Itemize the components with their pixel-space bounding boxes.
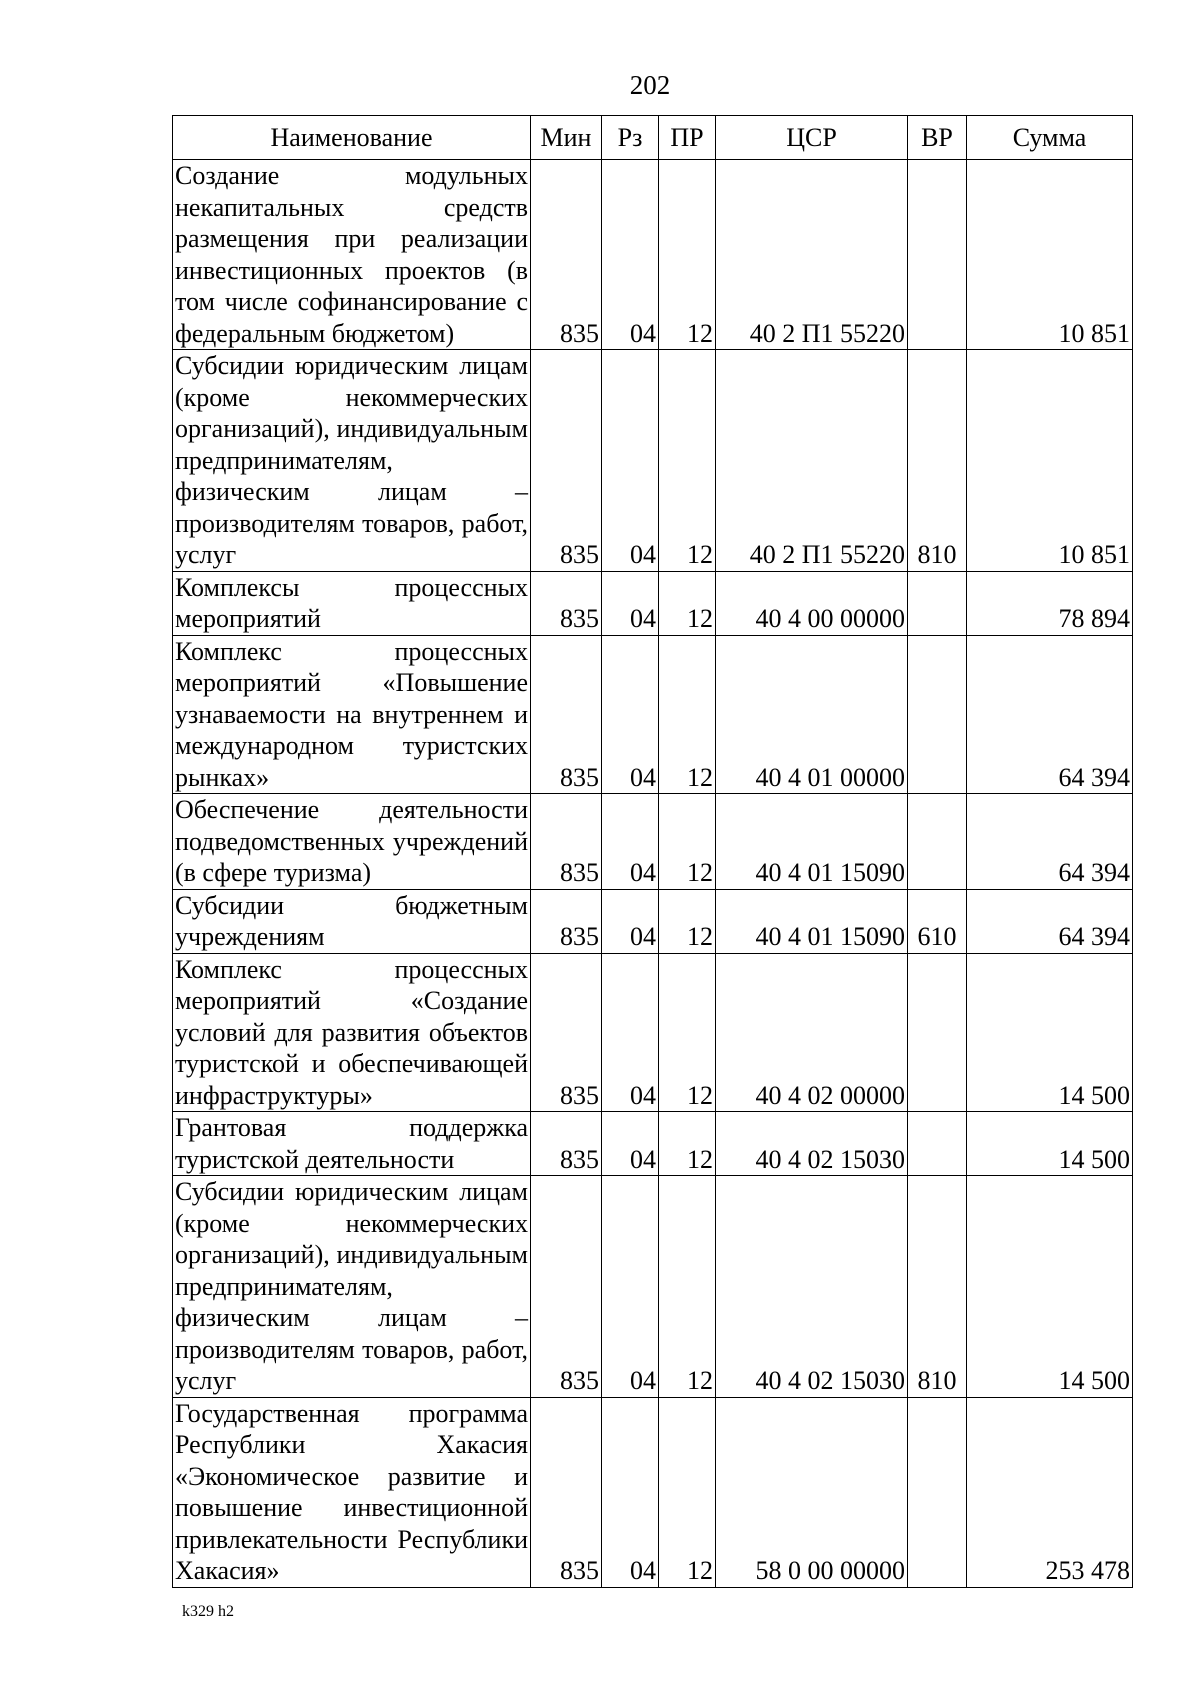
row-csr: 40 4 02 00000 [716,953,908,1112]
row-csr: 40 4 02 15030 [716,1112,908,1176]
row-pr: 12 [659,794,716,890]
row-min: 835 [531,953,602,1112]
row-sum: 253 478 [967,1397,1133,1587]
row-sum: 14 500 [967,1176,1133,1398]
table-row [173,889,1133,953]
row-name: Создание модульных некапитальных средств размещения при реализации инвестиционных проектов (в том числе софинансирование с федеральным бюджетом) [173,160,531,350]
row-pr: 12 [659,889,716,953]
row-sum: 14 500 [967,953,1133,1112]
row-name: Обеспечение деятельности подведомственных учреждений (в сфере туризма) [173,794,531,890]
row-csr: 40 4 00 00000 [716,571,908,635]
row-vr [908,953,967,1112]
row-pr: 12 [659,1397,716,1587]
budget-table [172,115,1133,1588]
header-name: Наименование [173,116,531,160]
row-rz: 04 [602,635,659,794]
row-name: Комплекс процессных мероприятий «Создание условий для развития объектов туристской и обеспечивающей инфраструктуры» [173,953,531,1112]
row-min: 835 [531,571,602,635]
row-name: Субсидии юридическим лицам (кроме некоммерческих организаций), индивидуальным предпринимателям, физическим лицам – производителям товаров, работ, услуг [173,350,531,572]
row-name: Грантовая поддержка туристской деятельности [173,1112,531,1176]
row-csr: 40 2 П1 55220 [716,160,908,350]
row-min: 835 [531,160,602,350]
row-rz: 04 [602,160,659,350]
row-vr [908,635,967,794]
footer-code: k329 h2 [182,1603,234,1620]
table-row [173,350,1133,572]
row-pr: 12 [659,953,716,1112]
row-rz: 04 [602,794,659,890]
row-rz: 04 [602,1112,659,1176]
row-sum: 10 851 [967,160,1133,350]
header-vr: ВР [908,116,967,160]
row-pr: 12 [659,1176,716,1398]
table-row [173,160,1133,350]
table-row [173,1112,1133,1176]
row-rz: 04 [602,889,659,953]
row-pr: 12 [659,571,716,635]
row-sum: 10 851 [967,350,1133,572]
table-body [173,160,1133,1588]
row-sum: 64 394 [967,889,1133,953]
row-min: 835 [531,1176,602,1398]
header-rz: Рз [602,116,659,160]
header-sum: Сумма [967,116,1133,160]
row-min: 835 [531,794,602,890]
table-row [173,635,1133,794]
row-vr: 810 [908,350,967,572]
row-pr: 12 [659,350,716,572]
row-vr: 610 [908,889,967,953]
row-rz: 04 [602,350,659,572]
row-rz: 04 [602,1397,659,1587]
row-pr: 12 [659,1112,716,1176]
row-sum: 78 894 [967,571,1133,635]
row-pr: 12 [659,160,716,350]
table-row [173,953,1133,1112]
row-sum: 64 394 [967,794,1133,890]
row-name: Субсидии бюджетным учреждениям [173,889,531,953]
row-min: 835 [531,889,602,953]
row-sum: 14 500 [967,1112,1133,1176]
row-name: Субсидии юридическим лицам (кроме некоммерческих организаций), индивидуальным предпринимателям, физическим лицам – производителям товаров, работ, услуг [173,1176,531,1398]
header-csr: ЦСР [716,116,908,160]
row-vr [908,571,967,635]
row-name: Государственная программа Республики Хакасия «Экономическое развитие и повышение инвестиционной привлекательности Республики Хакасия» [173,1397,531,1587]
row-vr [908,1112,967,1176]
row-min: 835 [531,635,602,794]
table-row [173,794,1133,890]
row-rz: 04 [602,953,659,1112]
page-number: 202 [629,70,671,100]
header-pr: ПР [659,116,716,160]
table-row [173,571,1133,635]
row-name: Комплексы процессных мероприятий [173,571,531,635]
row-min: 835 [531,1112,602,1176]
row-csr: 58 0 00 00000 [716,1397,908,1587]
table-header-row [173,116,1133,160]
table-row [173,1397,1133,1587]
row-rz: 04 [602,1176,659,1398]
table-row [173,1176,1133,1398]
row-rz: 04 [602,571,659,635]
row-sum: 64 394 [967,635,1133,794]
row-csr: 40 4 01 15090 [716,794,908,890]
row-csr: 40 4 02 15030 [716,1176,908,1398]
row-pr: 12 [659,635,716,794]
row-vr [908,160,967,350]
row-csr: 40 4 01 15090 [716,889,908,953]
row-vr [908,1397,967,1587]
row-min: 835 [531,350,602,572]
row-csr: 40 2 П1 55220 [716,350,908,572]
row-min: 835 [531,1397,602,1587]
row-name: Комплекс процессных мероприятий «Повышение узнаваемости на внутреннем и международном туристских рынках» [173,635,531,794]
header-min: Мин [531,116,602,160]
row-vr: 810 [908,1176,967,1398]
row-csr: 40 4 01 00000 [716,635,908,794]
row-vr [908,794,967,890]
